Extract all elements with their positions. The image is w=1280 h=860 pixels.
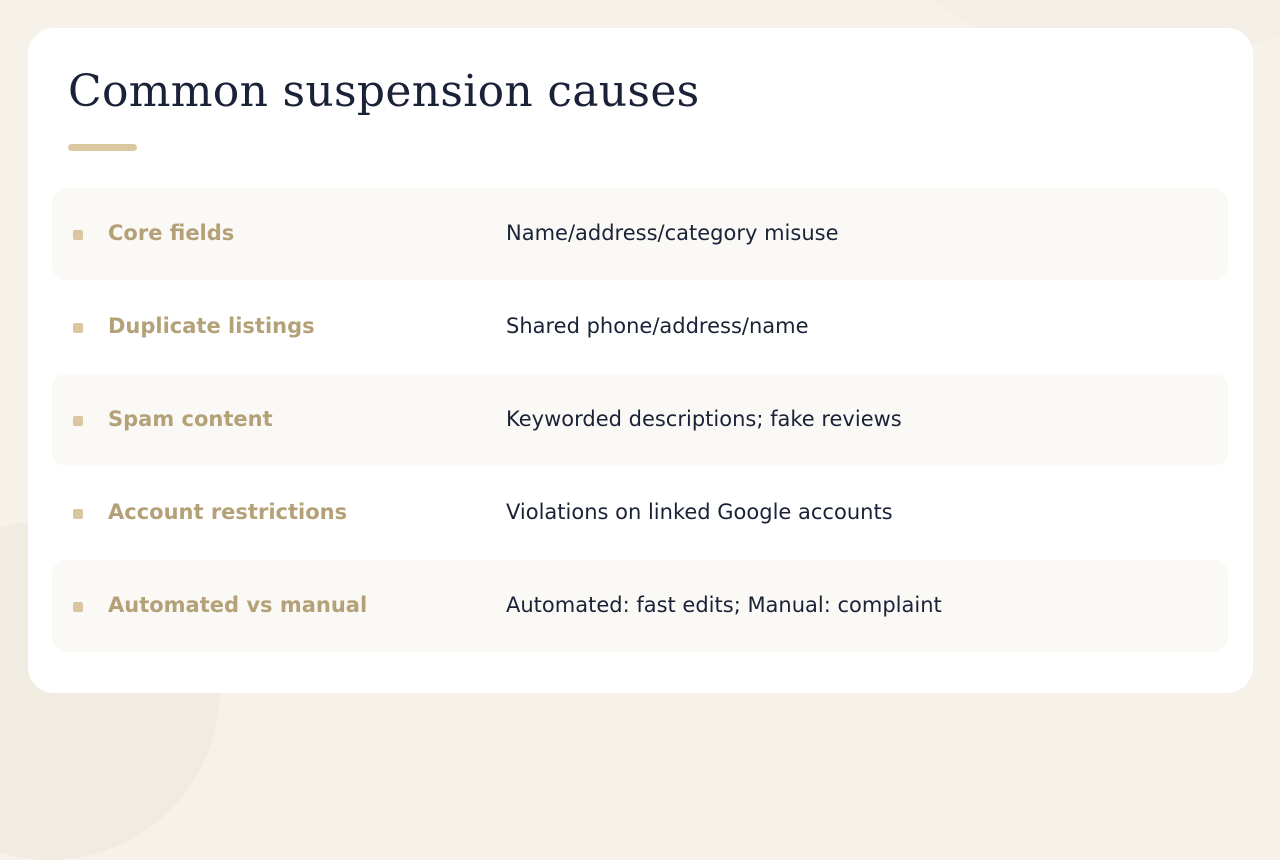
bullet-icon [73,602,83,612]
row-description: Shared phone/address/name [506,314,809,338]
row-description: Violations on linked Google accounts [506,500,893,524]
row-description: Automated: fast edits; Manual: complaint [506,593,942,617]
table-row [52,281,1228,373]
bullet-icon [73,416,83,426]
row-description: Name/address/category misuse [506,221,839,245]
row-description: Keyworded descriptions; fake reviews [506,407,902,431]
table-row [52,188,1228,280]
slide-title: Common suspension causes [68,66,700,117]
table-row [52,560,1228,652]
row-label: Spam content [108,407,273,431]
title-accent-bar [68,144,137,151]
row-label: Core fields [108,221,235,245]
causes-table [52,188,1228,653]
row-label: Account restrictions [108,500,348,524]
slide-card [28,28,1253,693]
table-row [52,374,1228,466]
bullet-icon [73,230,83,240]
table-row [52,467,1228,559]
row-label: Duplicate listings [108,314,315,338]
bullet-icon [73,509,83,519]
bullet-icon [73,323,83,333]
row-label: Automated vs manual [108,593,368,617]
